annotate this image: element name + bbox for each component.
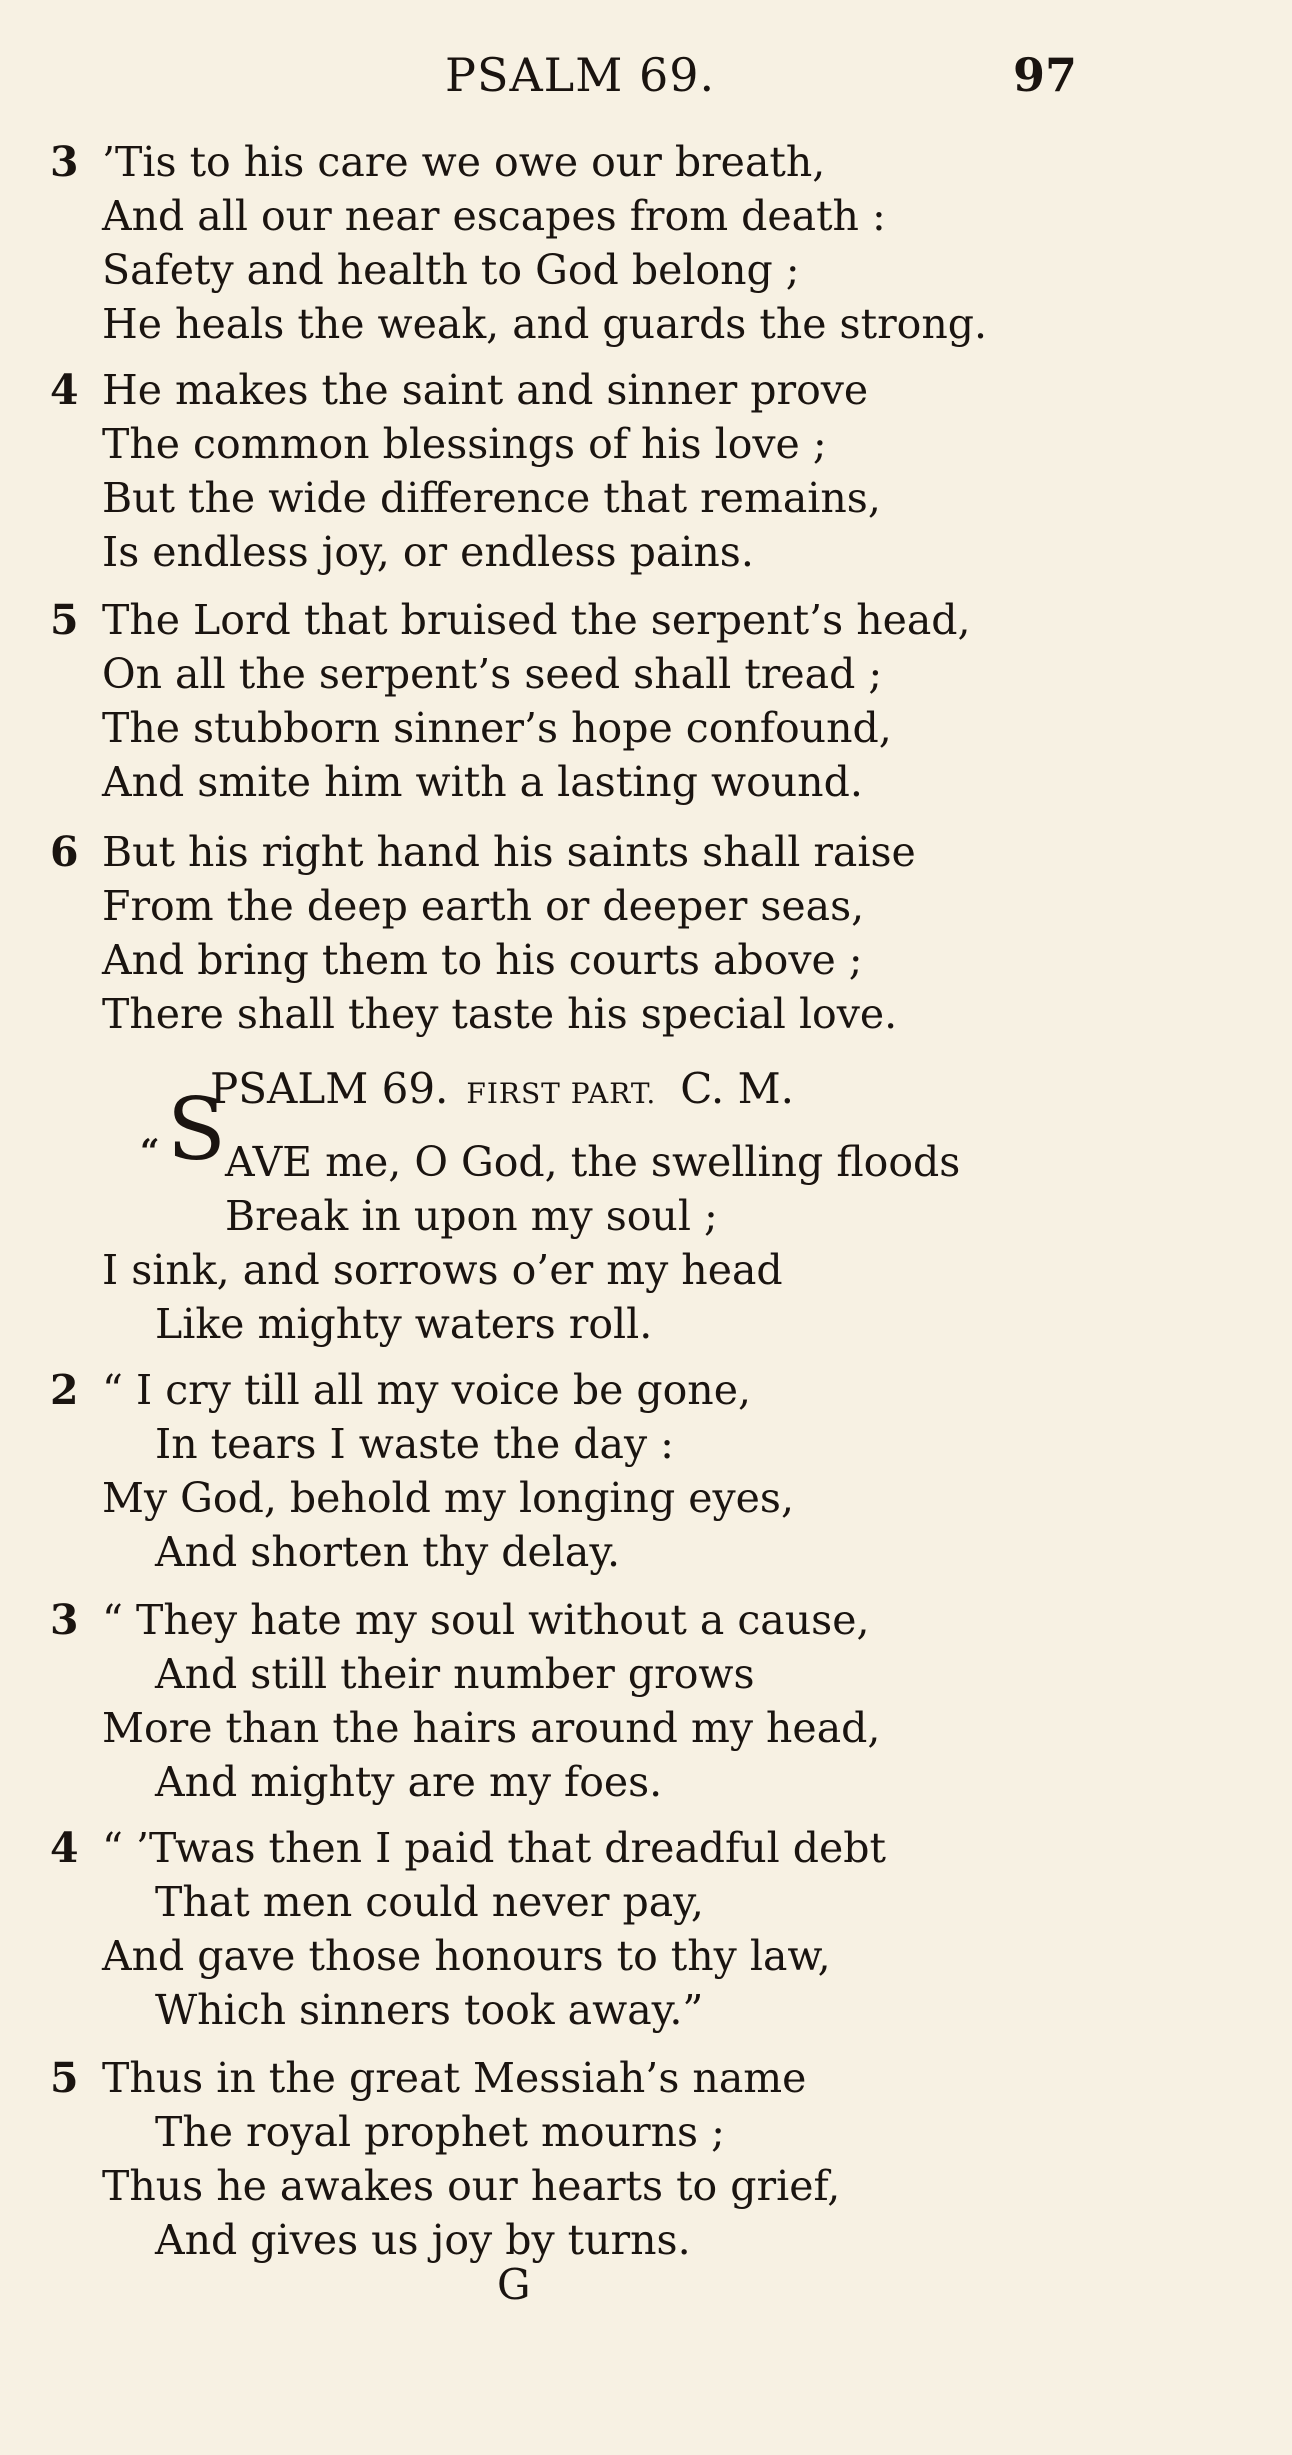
drop-cap: S <box>167 1080 226 1180</box>
stanza-line: The royal prophet mourns ; <box>155 2108 725 2156</box>
stanza-line: Break in upon my soul ; <box>225 1192 718 1240</box>
stanza-line: On all the serpent’s seed shall tread ; <box>102 650 883 698</box>
stanza-line: And shorten thy delay. <box>155 1528 621 1576</box>
stanza-line: Thus he awakes our hearts to grief, <box>102 2162 841 2210</box>
stanza-line: And bring them to his courts above ; <box>102 936 863 984</box>
stanza-line: My God, behold my longing eyes, <box>102 1474 794 1522</box>
section-title: PSALM 69. <box>210 1064 449 1113</box>
stanza-line: More than the hairs around my head, <box>102 1704 881 1752</box>
stanza-line: Safety and health to God belong ; <box>102 246 800 294</box>
stanza-line: In tears I waste the day : <box>155 1420 674 1468</box>
stanza-line: And smite him with a lasting wound. <box>102 758 863 806</box>
stanza-line: The Lord that bruised the serpent’s head, <box>102 596 971 644</box>
stanza-line: But the wide difference that remains, <box>102 474 881 522</box>
stanza-line: ’Tis to his care we owe our breath, <box>102 138 826 186</box>
stanza-line: From the deep earth or deeper seas, <box>102 882 865 930</box>
section-part: FIRST PART. <box>466 1077 657 1110</box>
stanza-line: The stubborn sinner’s hope confound, <box>102 704 892 752</box>
stanza-line: That men could never pay, <box>155 1878 704 1926</box>
stanza-number: 3 <box>50 1596 79 1644</box>
section-meter: C. M. <box>680 1064 794 1113</box>
stanza-line: “ They hate my soul without a cause, <box>102 1596 870 1644</box>
stanza-line: Thus in the great Messiah’s name <box>102 2054 807 2102</box>
open-quote: “ <box>140 1132 160 1172</box>
section-heading <box>210 1061 794 1122</box>
stanza-line: And all our near escapes from death : <box>102 192 886 240</box>
stanza-line: “ ’Twas then I paid that dreadful debt <box>102 1824 887 1872</box>
stanza-number: 6 <box>50 828 79 876</box>
stanza-line: He makes the saint and sinner prove <box>102 366 869 414</box>
stanza-line: “ I cry till all my voice be gone, <box>102 1366 751 1414</box>
stanza-line: And mighty are my foes. <box>155 1758 663 1806</box>
stanza-line: Like mighty waters roll. <box>155 1300 653 1348</box>
stanza-line: And still their number grows <box>155 1650 755 1698</box>
stanza-line: There shall they taste his special love. <box>102 990 898 1038</box>
stanza-number: 4 <box>50 1824 79 1872</box>
stanza-number: 3 <box>50 138 79 186</box>
signature-mark: G <box>497 2260 531 2309</box>
stanza-line: He heals the weak, and guards the strong. <box>102 300 988 348</box>
stanza-number: 2 <box>50 1366 79 1414</box>
stanza-number: 4 <box>50 366 79 414</box>
stanza-line: The common blessings of his love ; <box>102 420 827 468</box>
stanza-line: And gives us joy by turns. <box>155 2216 691 2264</box>
stanza-line: But his right hand his saints shall raise <box>102 828 916 876</box>
running-title: PSALM 69. <box>445 48 716 102</box>
stanza-line: I sink, and sorrows o’er my head <box>102 1246 783 1294</box>
running-head <box>0 48 1292 108</box>
stanza-number: 5 <box>50 596 79 644</box>
stanza-line: AVE me, O God, the swelling floods <box>225 1138 961 1186</box>
stanza-line: And gave those honours to thy law, <box>102 1932 831 1980</box>
stanza-line: Is endless joy, or endless pains. <box>102 528 754 576</box>
stanza-number: 5 <box>50 2054 79 2102</box>
stanza-line: Which sinners took away.” <box>155 1986 704 2034</box>
page-number: 97 <box>1013 48 1078 102</box>
